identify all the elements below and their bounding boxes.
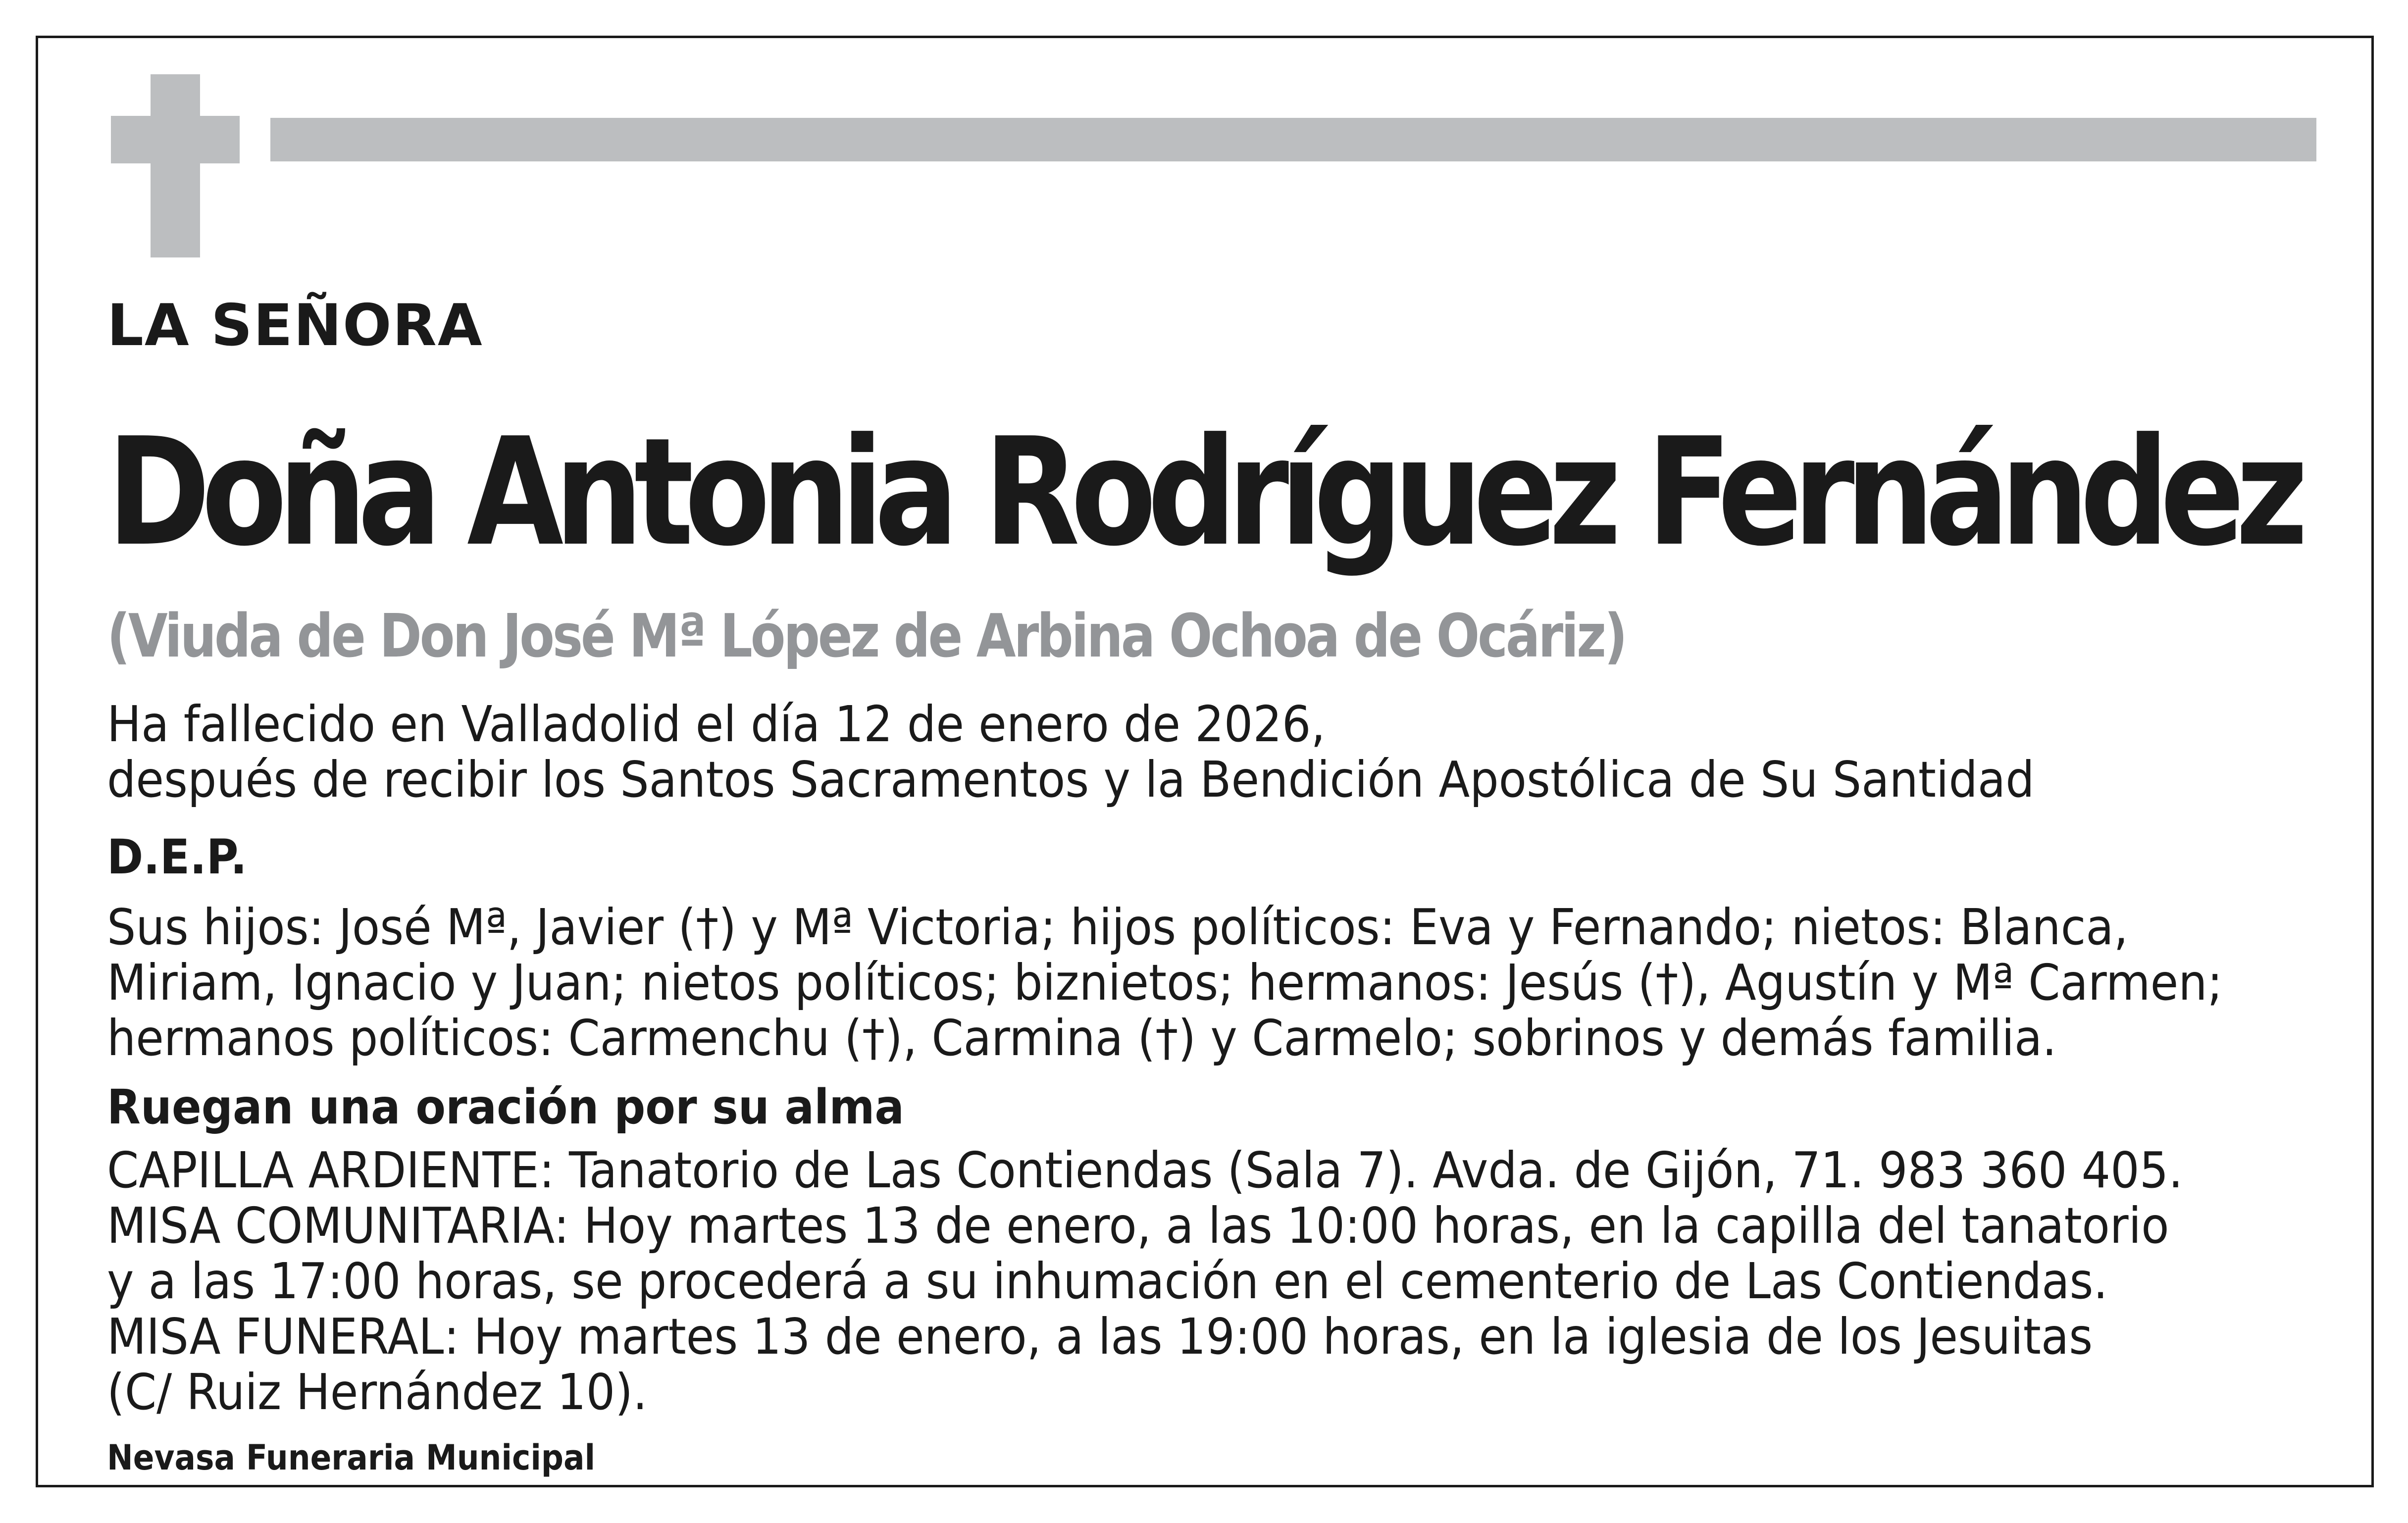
family-line: Sus hijos: José Mª, Javier (†) y Mª Victoria; hijos políticos: Eva y Fernando; nietos: Blanca, — [107, 898, 2128, 956]
detail-line: y a las 17:00 horas, se procederá a su inhumación en el cementerio de Las Contiendas. — [107, 1252, 2108, 1310]
death-notice-line: después de recibir los Santos Sacramentos y la Bendición Apostólica de Su Santidad — [107, 751, 2035, 809]
cross-horizontal-bar — [111, 116, 240, 163]
prayer-request: Ruegan una oración por su alma — [107, 1079, 904, 1135]
detail-line: MISA FUNERAL: Hoy martes 13 de enero, a las 19:00 horas, en la iglesia de los Jesuitas — [107, 1308, 2093, 1366]
funeral-home-signature: Nevasa Funeraria Municipal — [107, 1437, 596, 1478]
family-line: hermanos políticos: Carmenchu (†), Carmina (†) y Carmelo; sobrinos y demás familia. — [107, 1009, 2057, 1067]
cross-vertical-bar — [151, 74, 200, 257]
family-line: Miriam, Ignacio y Juan; nietos políticos; biznietos; hermanos: Jesús (†), Agustín y Mª Carmen; — [107, 954, 2223, 1012]
header-rule — [270, 118, 2316, 161]
detail-line: MISA COMUNITARIA: Hoy martes 13 de enero, a las 10:00 horas, en la capilla del tanatorio — [107, 1197, 2169, 1255]
rip-label: D.E.P. — [107, 829, 247, 885]
death-notice-line: Ha fallecido en Valladolid el día 12 de enero de 2026, — [107, 695, 1326, 753]
heading: LA SEÑORA — [107, 292, 483, 359]
widow-of-line: (Viuda de Don José Mª López de Arbina Ochoa de Ocáriz) — [107, 602, 1626, 671]
detail-line: (C/ Ruiz Hernández 10). — [107, 1363, 648, 1421]
deceased-name: Doña Antonia Rodríguez Fernández — [107, 406, 2299, 579]
detail-line: CAPILLA ARDIENTE: Tanatorio de Las Contiendas (Sala 7). Avda. de Gijón, 71. 983 360 405. — [107, 1141, 2183, 1199]
